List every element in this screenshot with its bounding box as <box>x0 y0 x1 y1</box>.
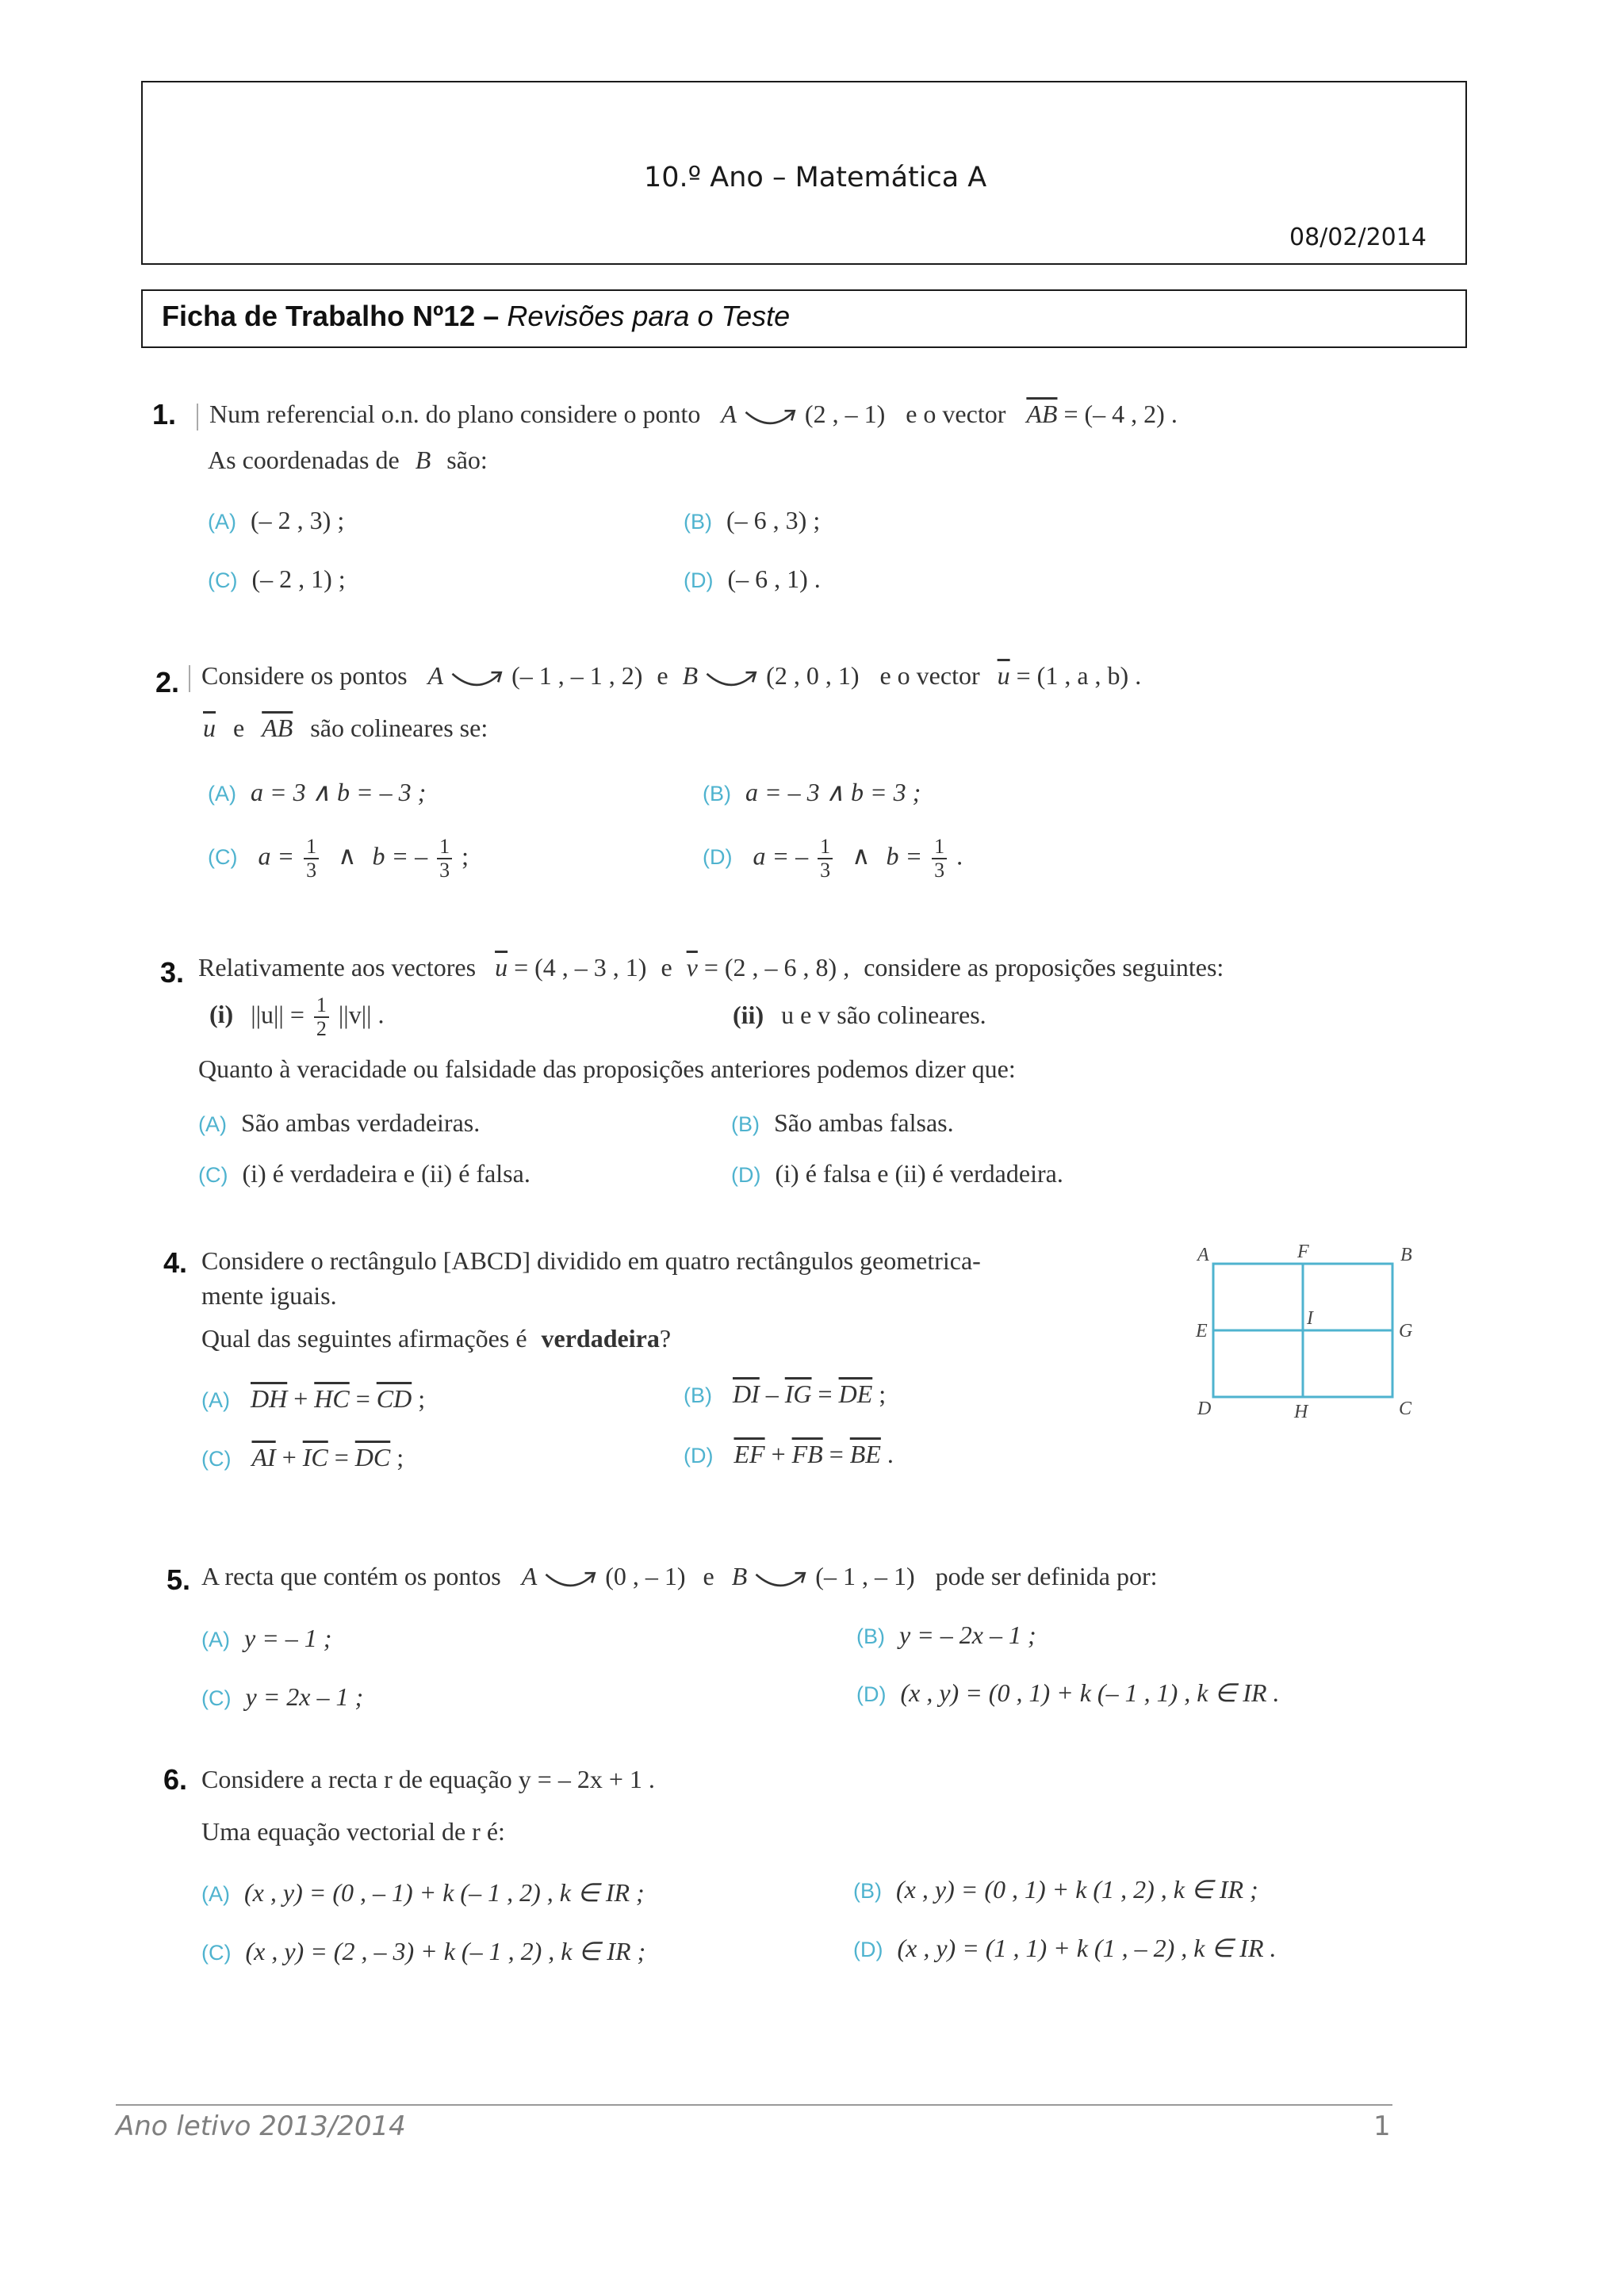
option-text: (– 6 , 1) . <box>727 564 821 593</box>
q3-option-d[interactable] <box>731 1159 1063 1188</box>
vec-op: = <box>818 1380 833 1408</box>
q1-option-a[interactable] <box>208 506 344 535</box>
q1-bar <box>197 404 198 430</box>
option-label: (C) <box>201 1941 232 1965</box>
q3-v-value: = (2 , – 6 , 8) , <box>703 953 850 982</box>
q4-option-b[interactable] <box>684 1380 886 1409</box>
fig-label-a: A <box>1197 1245 1209 1265</box>
vec-term: $\overline{BE}$ <box>849 1440 881 1468</box>
curved-arrow-icon <box>543 1568 599 1590</box>
q2-point-a: A <box>427 661 444 690</box>
curved-arrow-icon <box>704 668 760 690</box>
q2-d-end: . <box>956 841 963 871</box>
option-label: (D) <box>853 1938 883 1961</box>
header-date: 08/02/2014 <box>1289 224 1427 251</box>
q3-u-value: = (4 , – 3 , 1) <box>514 953 647 982</box>
fig-label-i: I <box>1307 1308 1313 1329</box>
q2-line2 <box>203 714 488 743</box>
vec-term: $\overline{DE}$ <box>838 1380 873 1408</box>
q2-option-b[interactable] <box>703 777 921 807</box>
q6-option-a[interactable] <box>201 1877 645 1908</box>
q2-d-frac1 <box>818 836 833 882</box>
option-label: (B) <box>731 1112 760 1136</box>
q1-point-b: B <box>415 446 431 474</box>
option-label: (C) <box>201 1447 232 1471</box>
q2-c-end: ; <box>462 841 469 871</box>
option-label: (A) <box>201 1882 230 1906</box>
q2-d-a: a = – <box>753 841 809 871</box>
q2-option-a[interactable] <box>208 777 426 807</box>
vec-term: $\overline{DC}$ <box>354 1443 391 1471</box>
fig-label-e: E <box>1196 1321 1208 1341</box>
q2-vector-u-value: = (1 , a , b) . <box>1016 661 1142 690</box>
curved-arrow-icon <box>450 668 505 690</box>
fig-label-d: D <box>1197 1399 1212 1419</box>
q5-point-a: A <box>521 1562 538 1590</box>
vec-end: ; <box>879 1380 887 1408</box>
q4-option-a[interactable] <box>201 1384 425 1414</box>
q4-option-c[interactable] <box>201 1443 404 1472</box>
q2-line2-end: são colineares se: <box>310 714 488 742</box>
vec-term: $\overline{EF}$ <box>733 1440 765 1468</box>
option-label: (C) <box>208 568 238 592</box>
worksheet-title <box>162 300 790 333</box>
option-label: (B) <box>703 782 731 806</box>
q6-line1: Considere a recta r de equação y = – 2x + 1 . <box>201 1765 655 1793</box>
option-text: (i) é falsa e (ii) é verdadeira. <box>775 1159 1063 1188</box>
vec-end: ; <box>396 1443 404 1471</box>
q3-prop1-label: (i) <box>209 1000 234 1029</box>
frac-num: 1 <box>932 836 947 859</box>
q3-line3: Quanto à veracidade ou falsidade das proposições anteriores podemos dizer que: <box>198 1054 1016 1083</box>
q5-point-b: B <box>731 1562 748 1590</box>
option-label: (D) <box>703 845 733 870</box>
q5-statement <box>201 1562 1158 1591</box>
header-title: 10.º Ano – Matemática A <box>644 162 987 193</box>
option-text: y = 2x – 1 ; <box>245 1682 364 1711</box>
q4-option-d[interactable] <box>684 1440 894 1469</box>
q2-d-b: b = <box>886 841 923 871</box>
q2-c-and: ∧ <box>338 841 357 871</box>
fig-label-b: B <box>1400 1245 1412 1265</box>
q3-v: $\overline{v}$ <box>686 953 698 982</box>
curved-arrow-icon <box>743 406 799 428</box>
vec-op: + <box>771 1440 786 1468</box>
vec-term: $\overline{DH}$ <box>251 1384 288 1413</box>
q1-point-a-coords: (2 , – 1) <box>804 400 886 428</box>
option-text: (– 2 , 1) ; <box>251 564 346 593</box>
option-label: (A) <box>208 782 236 806</box>
worksheet-title-italic: Revisões para o Teste <box>507 300 791 332</box>
q2-d-frac2 <box>932 836 947 882</box>
q1-statement <box>190 400 1178 430</box>
q1-vector-text: e o vector <box>906 400 1006 428</box>
frac-den: 3 <box>820 859 831 882</box>
q1-number: 1. <box>152 398 177 430</box>
q2-statement <box>182 661 1141 692</box>
vec-term: $\overline{AI}$ <box>251 1443 276 1471</box>
q2-option-d[interactable] <box>703 836 963 882</box>
q2-bar <box>189 665 190 692</box>
fig-label-f: F <box>1297 1242 1309 1262</box>
q6-option-d[interactable] <box>853 1933 1277 1963</box>
q1-line2-end: são: <box>446 446 488 474</box>
q1-option-c[interactable] <box>208 564 346 594</box>
fig-label-g: G <box>1399 1321 1413 1341</box>
q5-option-d[interactable] <box>856 1678 1280 1708</box>
option-text: (x , y) = (0 , 1) + k (– 1 , 1) , k ∈ IR . <box>900 1678 1280 1707</box>
option-label: (D) <box>856 1682 887 1706</box>
option-text: São ambas falsas. <box>774 1108 954 1137</box>
option-label: (C) <box>208 845 238 870</box>
frac-num: 1 <box>314 994 329 1018</box>
q3-statement <box>198 953 1224 982</box>
q2-point-b-coords: (2 , 0 , 1) <box>766 661 860 690</box>
curved-arrow-icon <box>753 1568 809 1590</box>
q3-prop1-frac <box>314 994 329 1040</box>
q4-line3 <box>201 1324 671 1353</box>
q2-c-a: a = <box>258 841 295 871</box>
vec-op: = <box>334 1443 349 1471</box>
q6-option-c[interactable] <box>201 1936 645 1966</box>
q2-number: 2. <box>155 666 180 698</box>
q2-point-a-coords: (– 1 , – 1 , 2) <box>511 661 643 690</box>
footer-rule <box>116 2104 1392 2106</box>
vec-end: ; <box>418 1384 426 1413</box>
q5-line1: A recta que contém os pontos <box>201 1562 501 1590</box>
q1-point-a: A <box>721 400 737 428</box>
option-text: y = – 1 ; <box>244 1624 332 1652</box>
q2-option-c[interactable] <box>208 836 469 882</box>
option-text: (– 6 , 3) ; <box>726 506 821 534</box>
q2-c-b: b = – <box>372 841 428 871</box>
q5-point-a-coords: (0 , – 1) <box>605 1562 686 1590</box>
vec-term: $\overline{FB}$ <box>791 1440 823 1468</box>
option-label: (A) <box>201 1388 230 1412</box>
option-text: (– 2 , 3) ; <box>251 506 345 534</box>
option-label: (B) <box>684 510 712 534</box>
worksheet-title-dash: – <box>483 300 500 332</box>
q2-line2-u: $\overline{u}$ <box>203 714 216 742</box>
q2-line1: Considere os pontos <box>201 661 408 690</box>
q3-option-a[interactable] <box>198 1108 480 1138</box>
q2-point-b: B <box>682 661 699 690</box>
q4-line1: Considere o rectângulo [ABCD] dividido em quatro rectângulos geometrica- <box>201 1246 981 1275</box>
q5-line1-end: pode ser definida por: <box>935 1562 1158 1590</box>
vec-term: $\overline{CD}$ <box>376 1384 412 1413</box>
vec-op: = <box>829 1440 844 1468</box>
vec-term: $\overline{DI}$ <box>733 1380 760 1408</box>
q1-option-b[interactable] <box>684 506 820 535</box>
option-text: (x , y) = (2 , – 3) + k (– 1 , 2) , k ∈ IR ; <box>245 1937 646 1965</box>
q6-option-b[interactable] <box>853 1874 1258 1904</box>
frac-num: 1 <box>304 836 319 859</box>
option-text: São ambas verdadeiras. <box>241 1108 481 1137</box>
q5-option-c[interactable] <box>201 1682 363 1712</box>
vec-term: $\overline{IG}$ <box>784 1380 812 1408</box>
q2-and: e <box>657 661 668 690</box>
q4-line3-bold: verdadeira <box>541 1324 660 1353</box>
vec-end: . <box>887 1440 894 1468</box>
option-label: (B) <box>856 1624 885 1648</box>
vec-op: + <box>282 1443 297 1471</box>
vec-term: $\overline{HC}$ <box>314 1384 350 1413</box>
q3-line1-end: considere as proposições seguintes: <box>864 953 1224 982</box>
option-text: (x , y) = (0 , 1) + k (1 , 2) , k ∈ IR ; <box>896 1875 1258 1904</box>
q5-option-b[interactable] <box>856 1621 1036 1650</box>
q3-prop2 <box>733 1001 986 1030</box>
option-label: (D) <box>731 1163 761 1187</box>
option-label: (C) <box>201 1686 232 1710</box>
q3-prop2-label: (ii) <box>733 1001 764 1029</box>
q4-line3-start: Qual das seguintes afirmações é <box>201 1324 527 1353</box>
option-text: a = 3 ∧ b = – 3 ; <box>251 778 427 806</box>
vec-op: = <box>355 1384 370 1413</box>
frac-den: 2 <box>316 1017 327 1040</box>
option-text: (i) é verdadeira e (ii) é falsa. <box>242 1159 530 1188</box>
frac-num: 1 <box>437 836 452 859</box>
option-label: (A) <box>198 1112 227 1136</box>
q3-e: e <box>661 953 672 982</box>
q1-line2 <box>208 446 488 475</box>
q3-option-c[interactable] <box>198 1159 530 1188</box>
option-label: (A) <box>208 510 236 534</box>
q4-number: 4. <box>163 1246 188 1279</box>
q3-prop2-text: u e v são colineares. <box>781 1001 986 1029</box>
q3-option-b[interactable] <box>731 1108 954 1138</box>
option-label: (B) <box>853 1879 882 1903</box>
frac-den: 3 <box>439 859 450 882</box>
fig-label-c: C <box>1399 1399 1412 1419</box>
option-text: a = – 3 ∧ b = 3 ; <box>745 778 921 806</box>
q3-prop1-right: ||v|| . <box>338 1000 385 1029</box>
q2-c-frac1 <box>304 836 319 882</box>
vec-op: + <box>293 1384 308 1413</box>
q5-number: 5. <box>167 1563 191 1596</box>
frac-den: 3 <box>306 859 317 882</box>
q2-vector-u: $\overline{u}$ <box>997 661 1010 690</box>
q1-line2-text: As coordenadas de <box>208 446 400 474</box>
option-label: (D) <box>684 1444 714 1468</box>
q1-vector-ab: $\overline{AB}$ <box>1026 400 1058 428</box>
q5-point-b-coords: (– 1 , – 1) <box>815 1562 915 1590</box>
q4-line3-end: ? <box>659 1324 672 1353</box>
q1-vector-ab-value: = (– 4 , 2) . <box>1063 400 1178 428</box>
footer-page-number: 1 <box>1373 2110 1391 2142</box>
q5-and: e <box>703 1562 714 1590</box>
worksheet-title-bold: Ficha de Trabalho Nº12 <box>162 300 476 332</box>
q2-line2-ab: $\overline{AB}$ <box>262 714 293 742</box>
q3-u: $\overline{u}$ <box>495 953 508 982</box>
q6-number: 6. <box>163 1763 188 1796</box>
q1-line1: Num referencial o.n. do plano considere o ponto <box>209 400 701 428</box>
option-label: (D) <box>684 568 714 592</box>
rectangle-figure <box>1189 1237 1427 1427</box>
q4-line2: mente iguais. <box>201 1281 337 1310</box>
option-text: (x , y) = (1 , 1) + k (1 , – 2) , k ∈ IR . <box>897 1934 1277 1962</box>
q6-line2: Uma equação vectorial de r é: <box>201 1817 505 1846</box>
q2-line2-e: e <box>233 714 245 742</box>
frac-den: 3 <box>934 859 945 882</box>
q3-prop1-left: ||u|| = <box>251 1000 304 1029</box>
vec-term: $\overline{IC}$ <box>302 1443 328 1471</box>
option-text: y = – 2x – 1 ; <box>899 1621 1036 1649</box>
q3-line1-start: Relativamente aos vectores <box>198 953 477 982</box>
fig-label-h: H <box>1294 1402 1308 1422</box>
q2-c-frac2 <box>437 836 452 882</box>
footer-year: Ano letivo 2013/2014 <box>116 2110 406 2142</box>
option-label: (B) <box>684 1383 712 1407</box>
vec-op: – <box>765 1380 779 1408</box>
q5-option-a[interactable] <box>201 1624 331 1653</box>
q3-number: 3. <box>160 956 185 989</box>
option-text: (x , y) = (0 , – 1) + k (– 1 , 2) , k ∈ IR ; <box>244 1878 645 1907</box>
q2-d-and: ∧ <box>852 841 871 871</box>
q2-vector-text: e o vector <box>879 661 980 690</box>
option-label: (A) <box>201 1628 230 1651</box>
frac-num: 1 <box>818 836 833 859</box>
q3-prop1 <box>209 994 385 1040</box>
q1-option-d[interactable] <box>684 564 821 594</box>
option-label: (C) <box>198 1163 228 1187</box>
